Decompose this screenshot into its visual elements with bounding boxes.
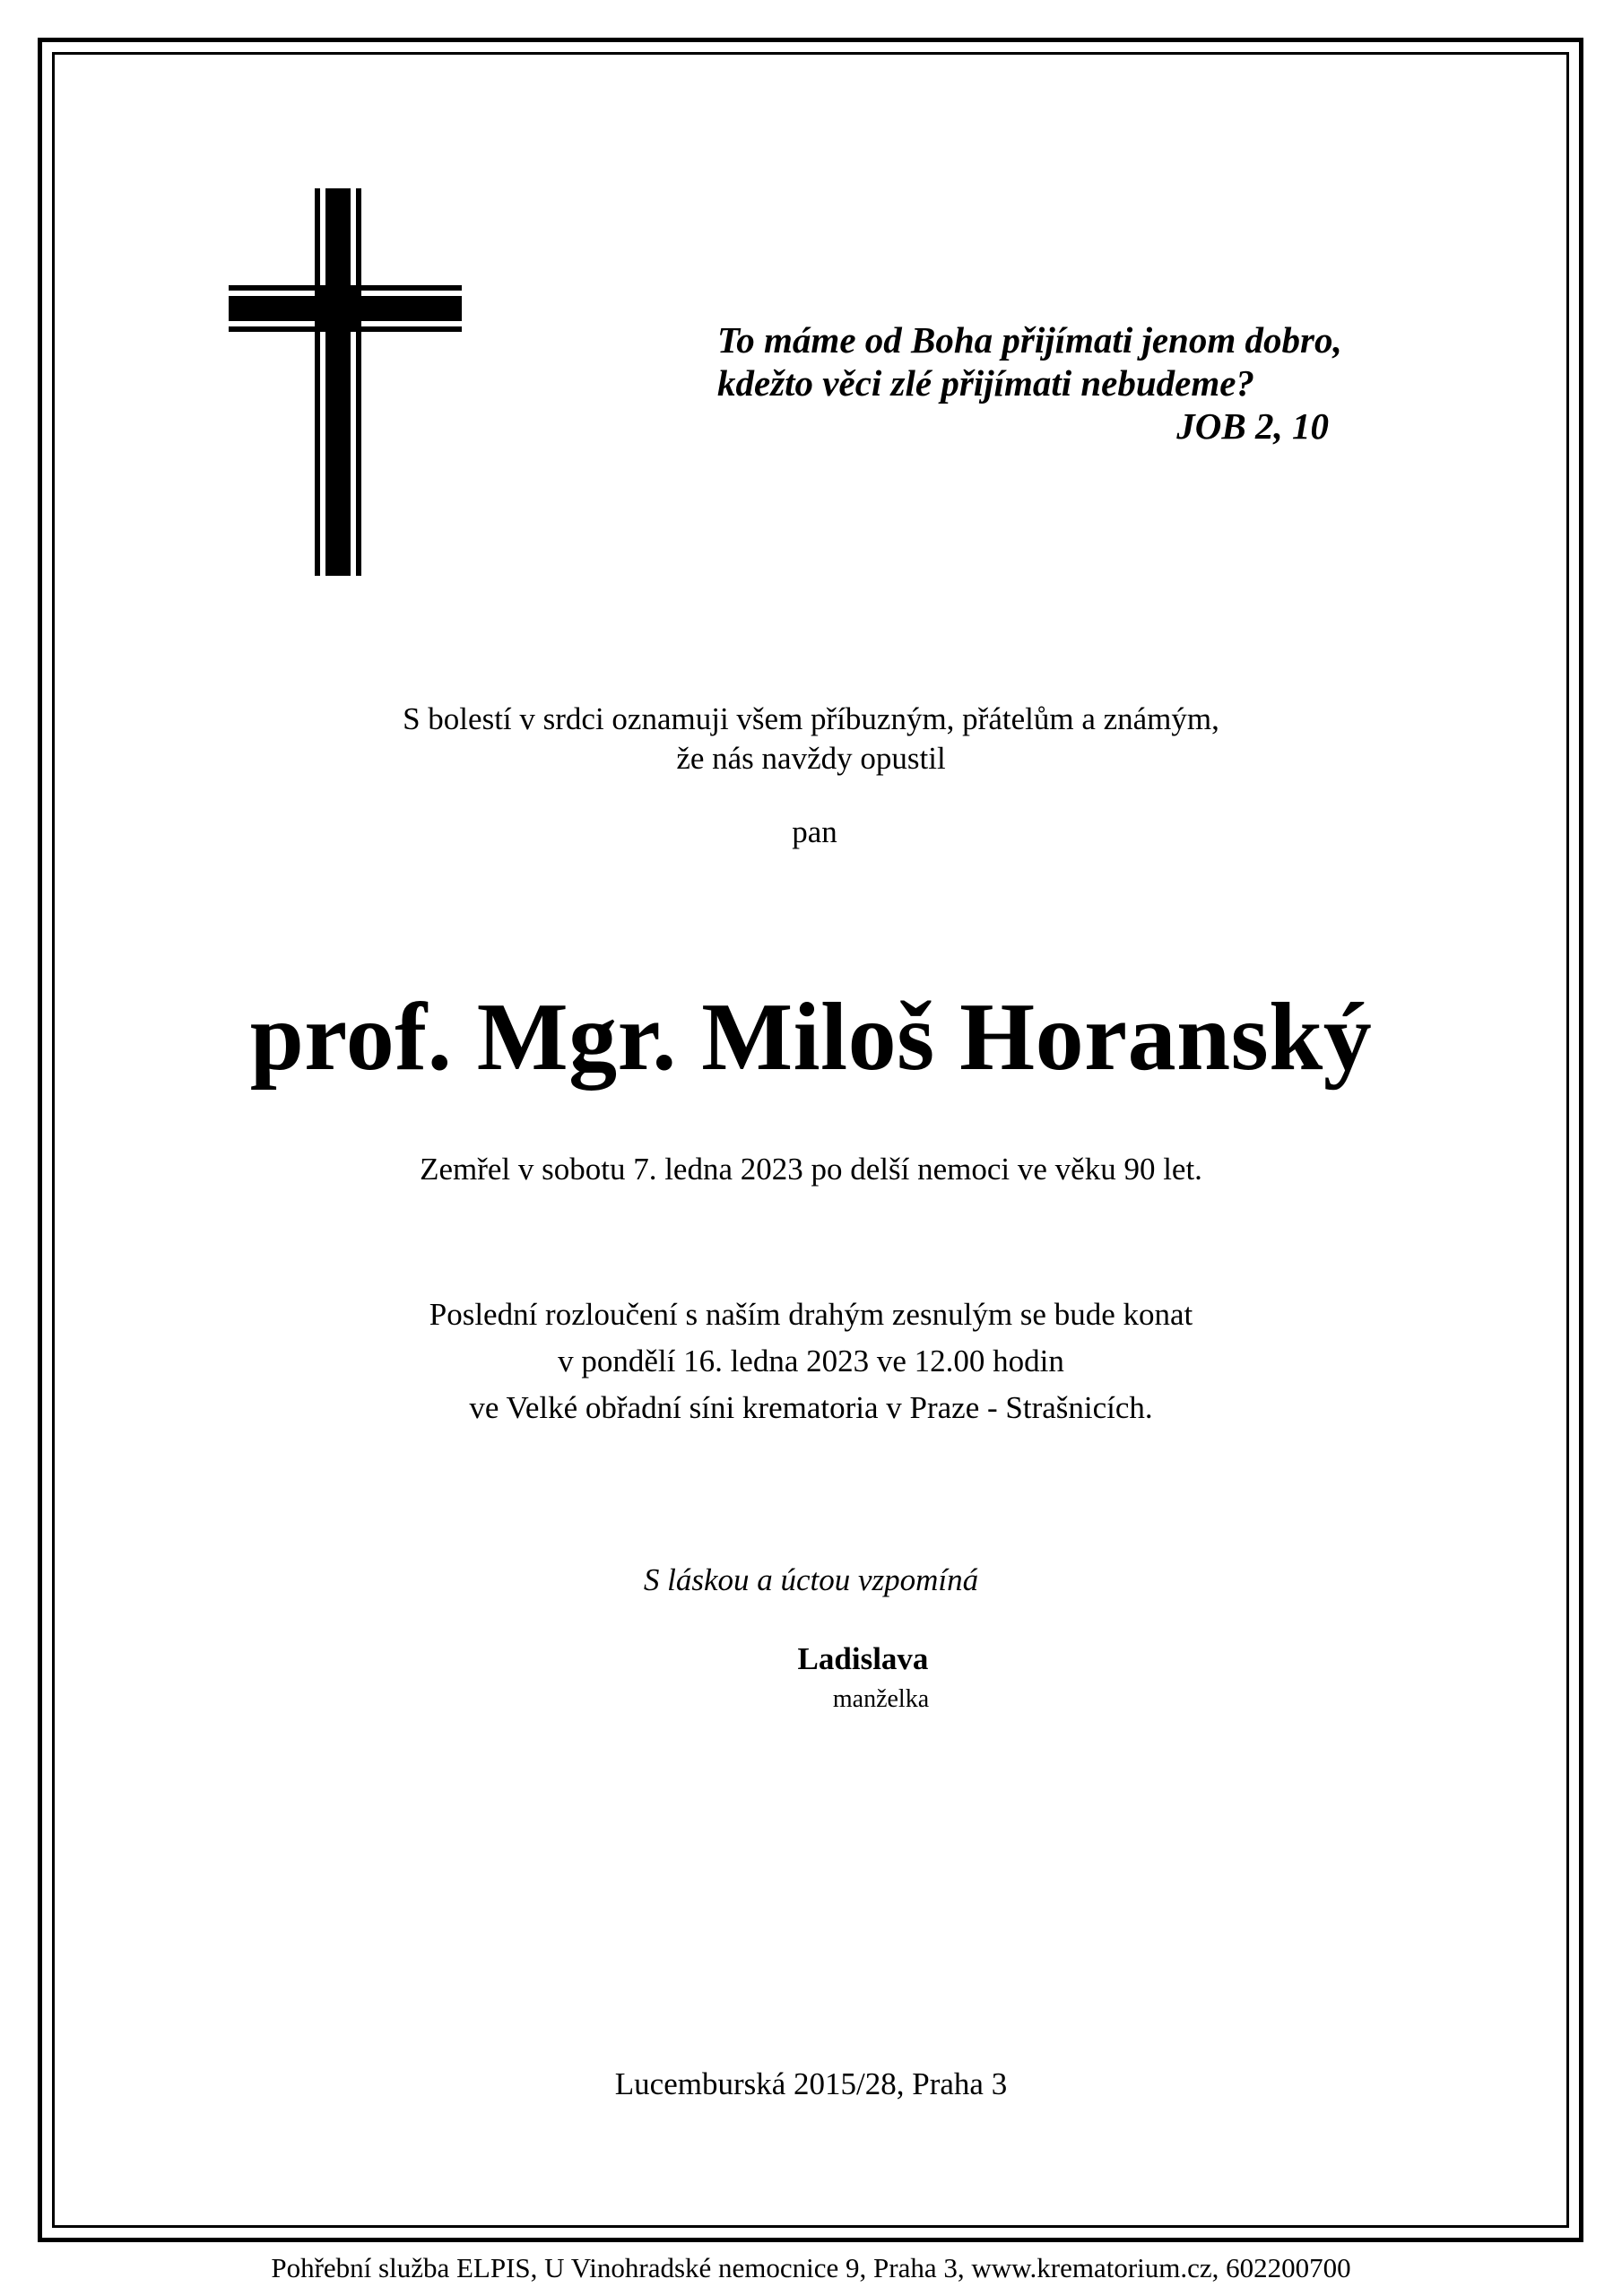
signoff-text: S láskou a úctou vzpomíná (643, 1562, 979, 1597)
death-notice: Zemřel v sobotu 7. ledna 2023 po delší nemoci ve věku 90 let. (420, 1152, 1202, 1187)
farewell-line-1: Poslední rozloučení s naším drahým zesnulým se bude konat (429, 1297, 1193, 1332)
bible-verse (717, 318, 1399, 448)
farewell-line-2: v pondělí 16. ledna 2023 ve 12.00 hodin (558, 1344, 1064, 1378)
footer-funeral-service: Pohřební služba ELPIS, U Vinohradské nemocnice 9, Praha 3, www.krematorium.cz, 602200700 (271, 2252, 1351, 2283)
signer-relation: manželka (832, 1685, 930, 1713)
verse-reference: JOB 2, 10 (1176, 405, 1329, 447)
cross-icon (229, 188, 462, 576)
announcement-text (0, 700, 1622, 778)
signer-name: Ladislava (797, 1641, 929, 1676)
salutation: pan (792, 814, 837, 849)
verse-line-1: To máme od Boha přijímati jenom dobro, (717, 319, 1342, 361)
farewell-details (0, 1292, 1622, 1431)
address: Lucemburská 2015/28, Praha 3 (614, 2066, 1008, 2101)
verse-line-2: kdežto věci zlé přijímati nebudeme? (717, 362, 1254, 404)
farewell-line-3: ve Velké obřadní síni krematoria v Praze - Strašnicích. (469, 1390, 1153, 1425)
announcement-line-2: že nás navždy opustil (676, 741, 946, 776)
deceased-name: prof. Mgr. Miloš Horanský (249, 984, 1373, 1091)
announcement-line-1: S bolestí v srdci oznamuji všem příbuzným, přátelům a známým, (403, 701, 1219, 736)
